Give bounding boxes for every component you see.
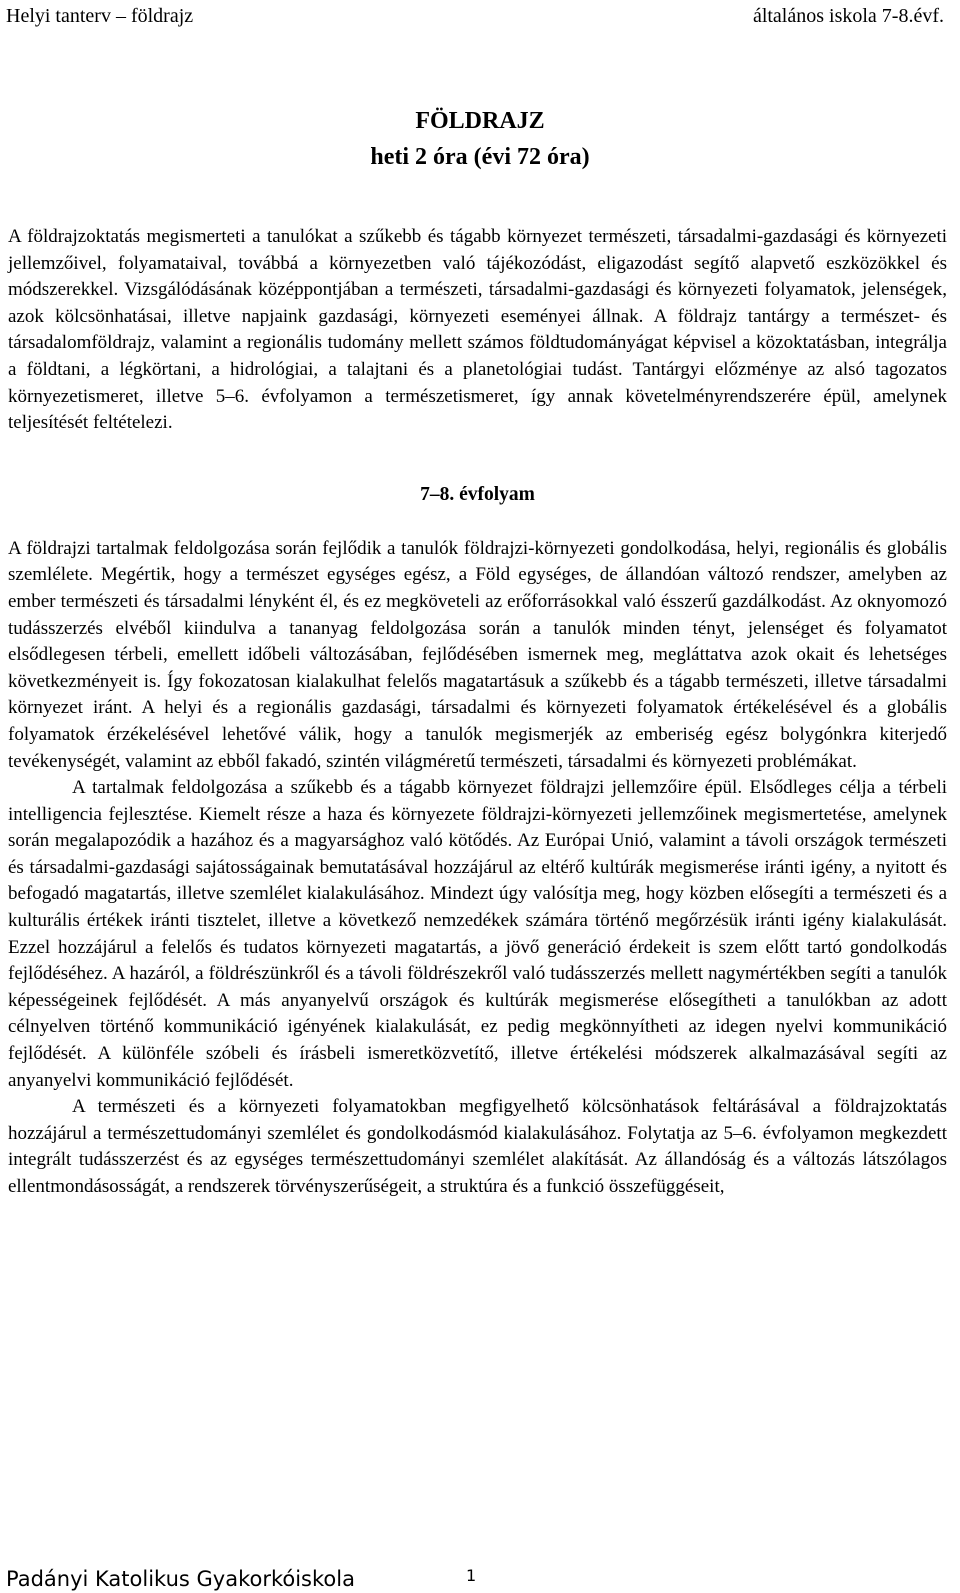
page-number: 1 (466, 1566, 477, 1585)
document-subtitle: heti 2 óra (évi 72 óra) (370, 144, 590, 170)
intro-paragraph: A földrajzoktatás megismerteti a tanulókat a szűkebb és tágabb környezet természeti, társadalmi-gazdasági és környezeti jellemzőivel, folyamataival, továbbá a környezetben való tájékozódást, eligazodást segítő alapvető eszközökkel és módszerekkel. Vizsgálódásának középpontjában a természeti, társadalmi-gazdasági és környezeti folyamatok, jelenségek, azok kölcsönhatásai, illetve napjaink gazdasági, környezeti eseményei állnak. A földrajz tantárgy a természet- és társadalomföldrajz, valamint a regionális tudomány mellett számos földtudományágat képvisel a közoktatásban, integrálja a földtani, a légkörtani, a hidrológiai, a talajtani és a planetológiai tudást. Tantárgyi előzménye az alsó tagozatos környezetismeret, illetve 5–6. évfolyamon a természetismeret, így annak követelményrendszerére épül, amelynek teljesítését feltételezi. (8, 226, 947, 434)
body-paragraph: A tartalmak feldolgozása a szűkebb és a tágabb környezet földrajzi jellemzőire épül. Elsődleges célja a térbeli intelligencia fejlesztése. Kiemelt része a haza és környezete földrajzi-környezeti jellemzőinek megismertetése, amelynek során megalapozódik a hazához és a magyarsághoz való kötődés. Az Európai Unió, valamint a távoli országok természeti és társadalmi-gazdasági sajátosságainak bemutatásával hozzájárul az eltérő kultúrák megismerése iránti igény, a nyitott és befogadó magatartás, illetve szemlélet kialakulásához. Mindezt úgy valósítja meg, hogy közben elősegíti a természeti és a kulturális értékek iránti tisztelet, illetve a következő nemzedékek számára történő megőrzésük iránti igény kialakulását. Ezzel hozzájárul a felelős és tudatos környezeti magatartás, a jövő generáció érdekeit is szem előtt tartó gondolkodás fejlődéséhez. A hazáról, a földrészünkről és a távoli földrészekről való tudásszerzés mellett nagymértékben segíti a tanulók képességeinek fejlődését. A más anyanyelvű országok és kultúrák megismerése elősegítheti a tanulókban az adott célnyelven történő kommunikáció igényének kialakulását, ez pedig megkönnyítheti az idegen nyelvi kommunikáció fejlődését. A különféle szóbeli és írásbeli ismeretközvetítő, illetve értékelési módszerek alkalmazásával segíti az anyanyelvi kommunikáció fejlődését. (8, 777, 947, 1091)
document-title: FÖLDRAJZ (415, 108, 545, 134)
header-left: Helyi tanterv – földrajz (6, 5, 194, 27)
body-paragraph: A természeti és a környezeti folyamatokban megfigyelhető kölcsönhatások feltárásával a földrajzoktatás hozzájárul a természettudományi szemlélet és gondolkodásmód kialakulásához. Folytatja az 5–6. évfolyamon megkezdett integrált tudásszerzést és az egységes természettudományi szemlélet alakítását. Az állandóság és a változás látszólagos ellentmondásosságát, a rendszerek törvényszerűségeit, a struktúra és a funkció összefüggéseit, (8, 1096, 947, 1197)
footer-school: Padányi Katolikus Gyakorkóiskola (6, 1567, 355, 1591)
document-body (8, 224, 947, 1201)
page-header (6, 2, 944, 32)
page-footer (6, 1565, 946, 1593)
grade-heading: 7–8. évfolyam (420, 483, 535, 505)
header-right: általános iskola 7-8.évf. (752, 5, 944, 27)
title-block (0, 103, 960, 175)
body-paragraph: A földrajzi tartalmak feldolgozása során fejlődik a tanulók földrajzi-környezeti gondolkodása, helyi, regionális és globális szemlélete. Megértik, hogy a természet egységes egész, a Föld egységes, de állandóan változó rendszer, amelyben az ember természeti és társadalmi lényként él, és ez megköveteli az erőforrásokkal való ésszerű gazdálkodást. Az oknyomozó tudásszerzés elvéből kiindulva a tananyag feldolgozása során a tanulók minden tényt, jelenséget és folyamatot elsődlegesen térbeli, emellett időbeli változásában, fejlődésében ismernek meg, megláttatva azok okait és lehetséges következményeit is. Így fokozatosan kialakulhat felelős magatartásuk a szűkebb és a tágabb természeti, illetve társadalmi környezet iránt. A helyi és a regionális gazdasági, társadalmi és környezeti folyamatok értékelésével és a globális folyamatok érzékelésével lehetővé válik, hogy a tanulók megismerjék az emberiség egész bolygónkra kiterjedő tevékenységét, valamint az ebből fakadó, szintén világméretű természeti, társadalmi és környezeti problémákat. (8, 537, 947, 772)
